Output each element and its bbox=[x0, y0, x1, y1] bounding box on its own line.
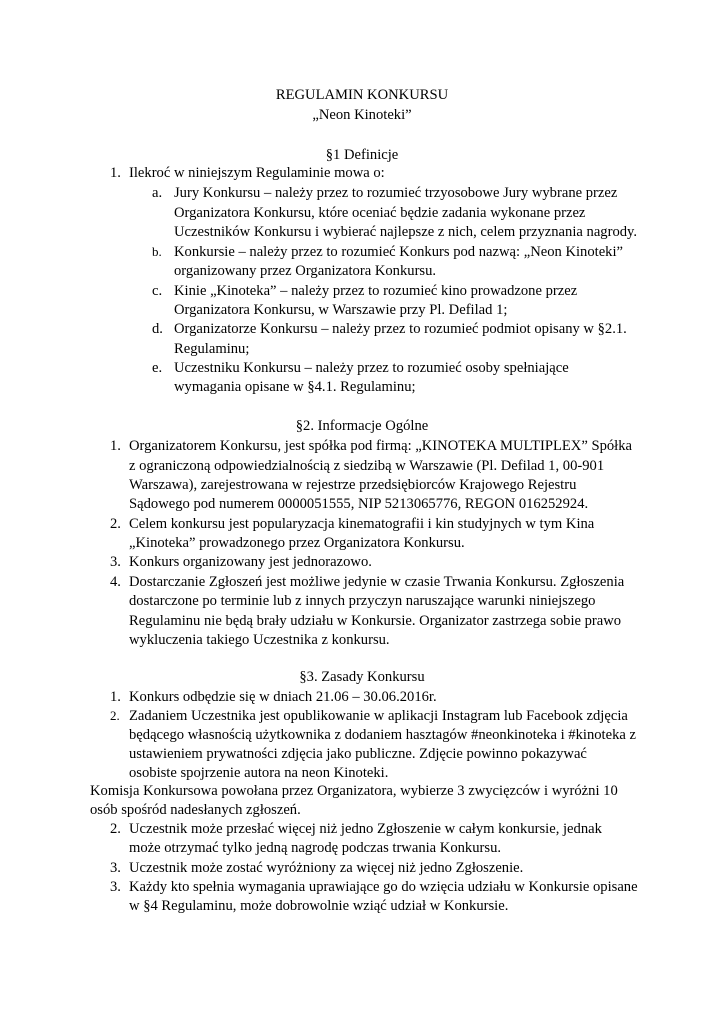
committee-line: osób spośród nadesłanych zgłoszeń. bbox=[90, 802, 301, 818]
list-letter: e. bbox=[152, 360, 163, 376]
list-number: 3. bbox=[110, 879, 121, 895]
section-1-heading: §1 Definicje bbox=[325, 147, 399, 163]
list-item-line: organizowany przez Organizatora Konkursu. bbox=[174, 263, 437, 279]
list-item-line: Konkursie – należy przez to rozumieć Konkurs pod nazwą: „Neon Kinoteki” bbox=[174, 244, 624, 260]
list-item-line: wymagania opisane w §4.1. Regulaminu; bbox=[174, 379, 416, 395]
list-item-line: Sądowego pod numerem 0000051555, NIP 5213065776, REGON 016252924. bbox=[129, 496, 589, 512]
list-number: 4. bbox=[110, 574, 121, 590]
list-item-line: Organizatora Konkursu, które oceniać będzie zadania wykonane przez bbox=[174, 205, 586, 221]
list-item-line: dostarczone po terminie lub z innych przyczyn naruszające warunki niniejszego bbox=[129, 593, 596, 609]
list-number: 2. bbox=[110, 821, 121, 837]
list-item-line: Kinie „Kinoteka” – należy przez to rozumieć kino prowadzone przez bbox=[174, 283, 578, 299]
list-item-line: Regulaminu; bbox=[174, 341, 250, 357]
list-item-line: Regulaminu nie będą brały udziału w Konkursie. Organizator zastrzega sobie prawo bbox=[129, 613, 622, 629]
list-item-line: z ograniczoną odpowiedzialnością z siedzibą w Warszawie (Pl. Defilad 1, 00-901 bbox=[129, 458, 605, 474]
list-item-line: Konkurs odbędzie się w dniach 21.06 – 30.06.2016r. bbox=[129, 689, 437, 705]
list-item-line: Konkurs organizowany jest jednorazowo. bbox=[129, 554, 372, 570]
document-subtitle: „Neon Kinoteki” bbox=[312, 107, 412, 123]
committee-line: Komisja Konkursowa powołana przez Organizatora, wybierze 3 zwycięzców i wyróżni 10 bbox=[90, 783, 618, 799]
list-number: 2. bbox=[110, 708, 120, 723]
list-item: Ilekroć w niniejszym Regulaminie mowa o: bbox=[129, 165, 385, 181]
list-item-line: Jury Konkursu – należy przez to rozumieć trzyosobowe Jury wybrane przez bbox=[174, 185, 618, 201]
list-item-line: „Kinoteka” prowadzonego przez Organizatora Konkursu. bbox=[129, 535, 465, 551]
document-title: REGULAMIN KONKURSU bbox=[275, 87, 449, 103]
list-number: 2. bbox=[110, 516, 121, 532]
list-item-line: Każdy kto spełnia wymagania uprawiające go do wzięcia udziału w Konkursie opisane bbox=[129, 879, 638, 895]
list-letter: a. bbox=[152, 185, 163, 201]
list-item-line: Dostarczanie Zgłoszeń jest możliwe jedynie w czasie Trwania Konkursu. Zgłoszenia bbox=[129, 574, 625, 590]
list-letter: c. bbox=[152, 283, 163, 299]
list-letter: b. bbox=[152, 244, 162, 259]
list-item-line: Uczestnik może zostać wyróżniony za więcej niż jedno Zgłoszenie. bbox=[129, 860, 524, 876]
list-item-line: Organizatorze Konkursu – należy przez to rozumieć podmiot opisany w §2.1. bbox=[174, 321, 627, 337]
list-number: 3. bbox=[110, 554, 121, 570]
list-number: 1. bbox=[110, 165, 121, 181]
list-item-line: w §4 Regulaminu, może dobrowolnie wziąć udział w Konkursie. bbox=[129, 898, 509, 914]
section-3-heading: §3. Zasady Konkursu bbox=[299, 669, 425, 685]
section-2-heading: §2. Informacje Ogólne bbox=[295, 418, 429, 434]
list-letter: d. bbox=[152, 321, 163, 337]
list-item-line: Zadaniem Uczestnika jest opublikowanie w aplikacji Instagram lub Facebook zdjęcia bbox=[129, 708, 628, 724]
list-item-line: Uczestnik może przesłać więcej niż jedno Zgłoszenie w całym konkursie, jednak bbox=[129, 821, 602, 837]
list-number: 1. bbox=[110, 438, 121, 454]
list-item-line: Uczestniku Konkursu – należy przez to rozumieć osoby spełniające bbox=[174, 360, 569, 376]
list-item-line: może otrzymać tylko jedną nagrodę podczas trwania Konkursu. bbox=[129, 840, 502, 856]
list-item-line: Organizatora Konkursu, w Warszawie przy Pl. Defilad 1; bbox=[174, 302, 508, 318]
list-number: 3. bbox=[110, 860, 121, 876]
list-item-line: Organizatorem Konkursu, jest spółka pod firmą: „KINOTEKA MULTIPLEX” Spółka bbox=[129, 438, 632, 454]
list-item-line: Warszawa), zarejestrowana w rejestrze przedsiębiorców Krajowego Rejestru bbox=[129, 477, 577, 493]
list-item-line: będącego własnością użytkownika z dodaniem hasztagów #neonkinoteka i #kinoteka z bbox=[129, 727, 636, 743]
list-item-line: wykluczenia takiego Uczestnika z konkursu. bbox=[129, 632, 390, 648]
list-item-line: ustawieniem prywatności zdjęcia jako publiczne. Zdjęcie powinno pokazywać bbox=[129, 746, 587, 762]
list-item-line: osobiste spojrzenie autora na neon Kinoteki. bbox=[129, 765, 389, 781]
list-item-line: Celem konkursu jest popularyzacja kinematografii i kin studyjnych w tym Kina bbox=[129, 516, 595, 532]
list-item-line: Uczestników Konkursu i wybierać najlepsze z nich, celem przyznania nagrody. bbox=[174, 224, 638, 240]
list-number: 1. bbox=[110, 689, 121, 705]
